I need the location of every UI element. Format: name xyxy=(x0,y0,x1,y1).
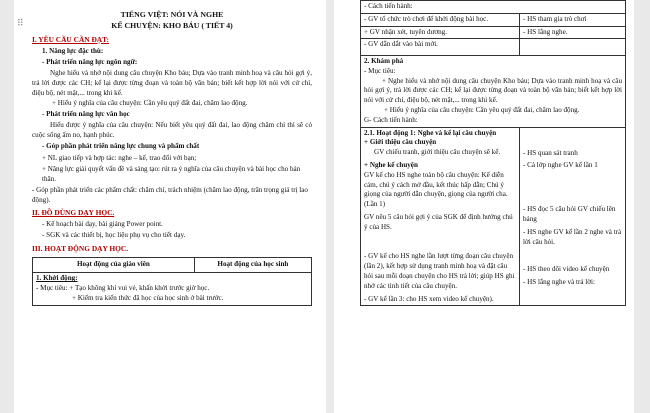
literature-paragraph: Hiểu được ý nghĩa của câu chuyện: Nếu biết yêu quý đất đai, lao động chăm chỉ thì sẽ có cuộc sống ấm no, hạnh phúc. xyxy=(32,121,312,139)
paragraph-student: - HS theo dõi video kể chuyện xyxy=(523,265,610,274)
communication-ability: + NL giao tiếp và hợp tác: nghe – kể, trao đổi với bạn; xyxy=(42,153,197,162)
intro-student: - HS quan sát tranh xyxy=(523,148,578,157)
bullet-general-ability: - Góp phần phát triển năng lực chung và phẩm chất xyxy=(42,142,200,151)
intro-teacher: GV chiếu tranh, giới thiệu câu chuyện sẽ kể. xyxy=(374,148,501,157)
section-equipment: II. ĐỒ DÙNG DẠY HỌC. xyxy=(32,208,115,218)
activity-teacher-cell xyxy=(361,127,520,306)
video-student: - HS lắng nghe và trả lời: xyxy=(523,278,595,287)
header-student: Hoạt động của học sinh xyxy=(194,258,311,273)
lesson-title: TIẾNG VIỆT: NÓI VÀ NGHE xyxy=(120,10,224,19)
row-student-2: - HS lắng nghe. xyxy=(520,26,626,39)
lesson-subtitle: KỂ CHUYỆN: KHO BÁU ( TIẾT 4) xyxy=(111,20,233,30)
warmup-title: 1. Khởi động: xyxy=(36,274,78,283)
bullet-language-ability: - Phát triển năng lực ngôn ngữ: xyxy=(42,58,138,66)
explore-method: G- Cách tiến hành: xyxy=(364,115,418,124)
explore-title: 2. Khám phá xyxy=(364,57,404,66)
video-teacher: - GV kể lần 3: cho HS xem video kể chuyện). xyxy=(364,294,494,303)
meaning-line: + Hiểu ý nghĩa của câu chuyện: Cần yêu quý đất đai, chăm lao động. xyxy=(52,98,248,107)
problem-solving-ability: + Năng lực giải quyết vấn đề và sáng tạo: rút ra ý nghĩa của câu chuyện và bài học cho bản thân. xyxy=(42,164,301,183)
language-paragraph: Nghe hiểu và nhớ nội dung câu chuyện Kho báu; Dựa vào tranh minh hoạ và câu hỏi gợi ý, trả lời được các CH; kể lại được từng đoạn và toàn bộ văn bản; biết kết hợp lời nói với cử chỉ, điệu bộ, nét mặt,... trong khi kể. xyxy=(32,69,312,97)
row-teacher-2: + GV nhận xét, tuyên dương. xyxy=(361,26,520,39)
explore-cell xyxy=(361,56,626,127)
warmup-cell xyxy=(33,273,312,305)
paragraph-teacher: - GV kể cho HS nghe lần lượt từng đoạn câu chuyện (lần 2), kết hợp sử dụng tranh minh hoạ và đặt câu hỏi sau mỗi đoạn chuyện cho HS trả lời; giúp HS ghi nhớ các tình tiết của câu chuyện. xyxy=(364,252,515,290)
warmup-goal-2: + Kiểm tra kiến thức đã học của học sinh ở bài trước. xyxy=(72,293,224,302)
row-teacher-3: - GV dẫn dắt vào bài mới. xyxy=(361,39,520,56)
sub-special-ability: 1. Năng lực đặc thù: xyxy=(42,46,104,55)
section-activities: III. HOẠT ĐỘNG DẠY HỌC. xyxy=(32,244,129,254)
section-requirements: I. YÊU CẦU CẦN ĐẠT: xyxy=(32,34,109,44)
question-teacher: GV nêu 5 câu hỏi gợi ý của SGK để định hướng chú ý của HS. xyxy=(364,212,513,231)
quality-line: - Góp phần phát triển các phẩm chất: chăm chỉ, trách nhiệm (chăm lao động, trân trọng giá trị lao động). xyxy=(32,185,308,204)
activity-title: 2.1. Hoạt động 1: Nghe và kể lại câu chuyện xyxy=(364,128,497,137)
drag-handle-icon[interactable]: ⠿ xyxy=(17,19,24,29)
explore-meaning: + Hiểu ý nghĩa của câu chuyện: Cần yêu quý đất đai, chăm lao động. xyxy=(384,106,580,115)
tell-teacher: GV kể cho HS nghe toàn bộ câu chuyện: Kể diễn cảm, chú ý cách mở đầu, kết thúc hấp dẫn; Chú ý giọng của người dẫn chuyện, giọng của người cha. (Lần 1) xyxy=(364,170,508,209)
row-student-3 xyxy=(520,39,626,56)
equipment-line-2: - SGK và các thiết bị, học liệu phụ vụ cho tiết dạy. xyxy=(42,231,186,240)
question-student-1: - HS đọc 5 câu hỏi GV chiếu lên bảng xyxy=(523,205,616,223)
row-student-1: - HS tham gia trò chơi xyxy=(520,13,626,26)
left-page xyxy=(14,0,326,413)
explore-goal: - Mục tiêu: xyxy=(364,66,396,75)
right-page xyxy=(334,0,634,413)
tell-student: - Cả lớp nghe GV kể lần 1 xyxy=(523,161,598,170)
bullet-literature-ability: - Phát triển năng lực văn học xyxy=(42,109,130,118)
explore-paragraph: + Nghe hiểu và nhớ nội dung câu chuyện Kho báu; Dựa vào tranh minh hoạ và câu hỏi gợi ý, trả lời được các CH; kể lại được từng đoạn và toàn bộ văn bản; biết kết hợp lời nói với cử chỉ, điệu bộ, nét mặt,... trong khi kể. xyxy=(364,76,622,105)
question-student-2: - HS nghe GV kể lần 2 nghe và trả lời câu hỏi. xyxy=(523,227,622,246)
activity-table-top xyxy=(360,0,626,306)
warmup-goal-1: - Mục tiêu: + Tạo không khí vui vẻ, khấn khởi trước giờ học. xyxy=(36,284,210,292)
tell-title: + Nghe kể chuyện xyxy=(364,160,418,169)
intro-title: + Giới thiệu câu chuyện xyxy=(364,138,437,147)
equipment-line-1: - Kế hoạch bài dạy, bài giảng Power point. xyxy=(42,220,163,229)
method-header: - Cách tiến hành: xyxy=(361,1,626,14)
header-teacher: Hoạt động của giáo viên xyxy=(33,258,195,273)
activity-student-cell xyxy=(520,127,626,306)
row-teacher-1: - GV tổ chức trò chơi để khởi động bài học. xyxy=(361,13,520,26)
activity-table xyxy=(32,257,312,305)
